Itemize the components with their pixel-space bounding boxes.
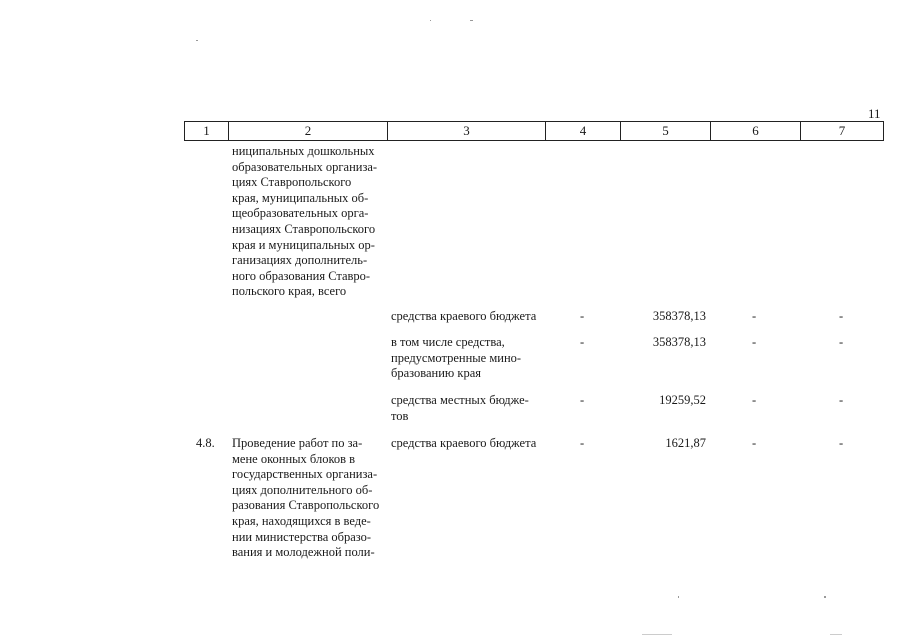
col6-value: - xyxy=(752,436,757,450)
col6-value: - xyxy=(752,335,757,349)
scan-speck xyxy=(196,40,198,41)
funding-source xyxy=(391,393,543,424)
description-line: края и муниципальных ор- xyxy=(232,237,375,252)
description-line: ного образования Ставро- xyxy=(232,268,371,283)
page-number: 11 xyxy=(868,106,881,121)
funding-source xyxy=(391,335,543,382)
column-header-4: 4 xyxy=(546,122,621,140)
description-line: ниципальных дошкольных xyxy=(232,144,375,158)
item-4-8-description xyxy=(232,436,382,561)
description-line: циях Ставропольского xyxy=(232,175,352,190)
column-header-6: 6 xyxy=(711,122,801,140)
description-line: вания и молодежной поли- xyxy=(232,545,375,560)
funding-source-line: в том числе средства, xyxy=(391,335,505,349)
continued-item-description xyxy=(232,144,382,300)
column-header-5: 5 xyxy=(621,122,711,140)
description-line: низациях Ставропольского xyxy=(232,221,376,236)
description-line: щеобразовательных орга- xyxy=(232,206,369,221)
description-line: польского края, всего xyxy=(232,284,347,299)
table-header-row xyxy=(184,121,884,141)
scan-speck xyxy=(678,596,679,598)
scan-speck xyxy=(470,20,473,21)
funding-source-line: средства краевого бюджета xyxy=(391,309,537,323)
funding-source-line: средства краевого бюджета xyxy=(391,436,537,450)
col5-value: 358378,13 xyxy=(652,309,706,323)
scan-speck xyxy=(830,634,842,635)
description-line: ганизациях дополнитель- xyxy=(232,253,368,268)
column-header-7: 7 xyxy=(838,123,846,138)
column-header-2: 2 xyxy=(229,122,388,140)
scan-speck xyxy=(642,634,672,635)
column-header-1: 1 xyxy=(185,122,229,140)
description-line: разования Ставропольского xyxy=(232,498,380,513)
description-line: циях дополнительного об- xyxy=(232,482,373,497)
description-line: образовательных организа- xyxy=(232,159,378,174)
description-line: Проведение работ по за- xyxy=(232,436,363,450)
funding-source xyxy=(391,436,543,452)
scan-speck xyxy=(430,20,431,21)
funding-source-line: предусмотренные мино- xyxy=(391,350,522,365)
description-line: нии министерства образо- xyxy=(232,529,372,544)
funding-source xyxy=(391,309,543,325)
col5-value: 19259,52 xyxy=(659,393,706,407)
col7-value: - xyxy=(839,393,844,407)
description-line: мене оконных блоков в xyxy=(232,451,356,466)
description-line: края, муниципальных об- xyxy=(232,190,369,205)
funding-source-line: средства местных бюдже- xyxy=(391,393,529,407)
col5-value: 358378,13 xyxy=(652,335,706,349)
description-line: края, находящихся в веде- xyxy=(232,513,371,528)
col4-value: - xyxy=(580,335,585,349)
col7-value: - xyxy=(839,309,844,323)
col7-value: - xyxy=(839,436,844,450)
col4-value: - xyxy=(580,393,585,407)
funding-source-line: бразованию края xyxy=(391,366,482,381)
col6-value: - xyxy=(752,393,757,407)
col6-value: - xyxy=(752,309,757,323)
col4-value: - xyxy=(580,436,585,450)
row-number: 4.8. xyxy=(196,436,215,450)
col7-value: - xyxy=(839,335,844,349)
column-header-3: 3 xyxy=(388,122,546,140)
col4-value: - xyxy=(580,309,585,323)
col5-value: 1621,87 xyxy=(665,436,706,450)
description-line: государственных организа- xyxy=(232,467,378,482)
scan-speck xyxy=(824,596,826,598)
funding-source-line: тов xyxy=(391,408,409,423)
